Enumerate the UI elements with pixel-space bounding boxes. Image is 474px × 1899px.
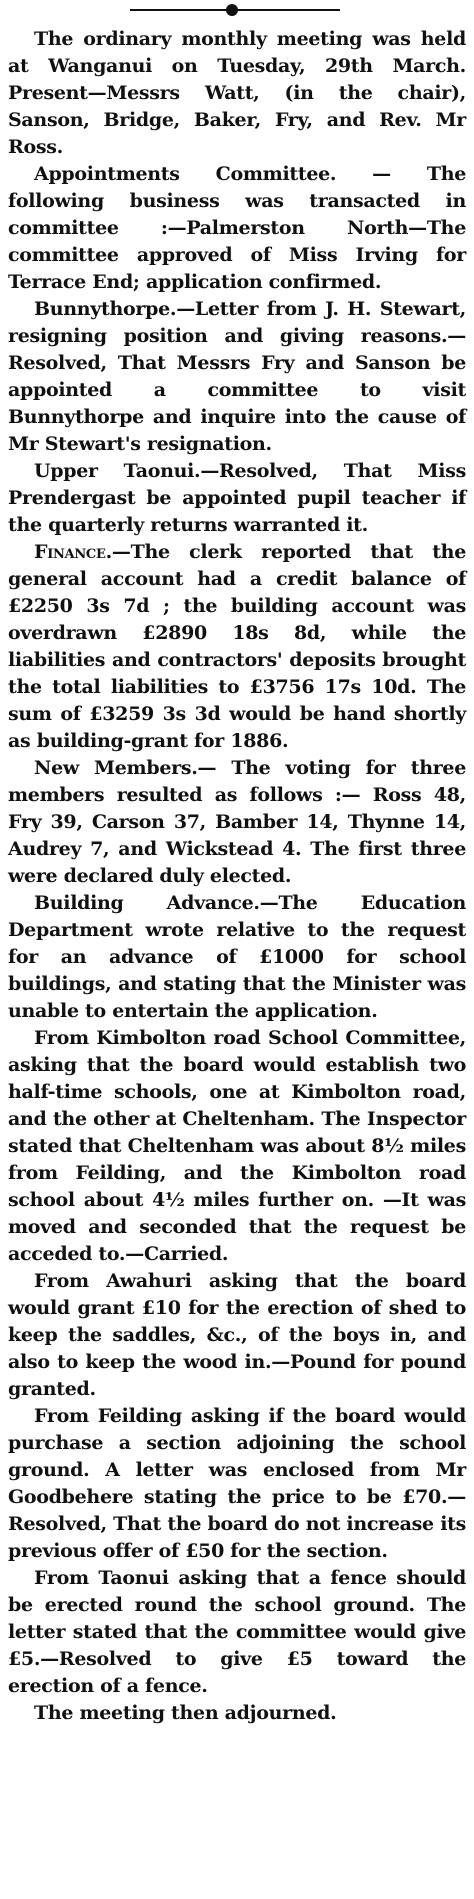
- paragraph-awahuri: [8, 1268, 466, 1403]
- paragraph-text: —The clerk reported that the general account had a credit balance of £2250 3s 7d ; the building account was overdrawn £2890 18s 8d, while the liabilities and contractors' deposits brought the total liabilities to £3756 17s 10d. The sum of £3259 3s 3d would be hand shortly as building-grant for 1886.: [8, 541, 466, 752]
- paragraph-text: The ordinary monthly meeting was held at Wanganui on Tuesday, 29th March. Present—Messrs Watt, (in the chair), Sanson, Bridge, Baker, Fry, and Rev. Mr Ross.: [8, 28, 466, 158]
- paragraph-text: From Kimbolton road School Committee, asking that the board would establish two half-time schools, one at Kimbolton road, and the other at Cheltenham. The Inspector stated that Cheltenham was about 8½ miles from Feilding, and the Kimbolton road school about 4½ miles further on. —It was moved and seconded that the request be acceded to.—Carried.: [8, 1027, 466, 1265]
- paragraph-adjourned: [8, 1700, 466, 1727]
- paragraph-text: Building Advance.—The Education Department wrote relative to the request for an advance of £1000 for school buildings, and stating that the Minister was unable to entertain the application.: [8, 892, 466, 1022]
- paragraph-appointments: [8, 161, 466, 296]
- paragraph-upper-taonui: [8, 458, 466, 539]
- paragraph-text: New Members.— The voting for three members resulted as follows :— Ross 48, Fry 39, Carson 37, Bamber 14, Thynne 14, Audrey 7, and Wickstead 4. The first three were declared duly elected.: [8, 757, 466, 887]
- paragraph-text: From Feilding asking if the board would purchase a section adjoining the school ground. A letter was enclosed from Mr Goodbehere stating the price to be £70.—Resolved, That the board do not increase its previous offer of £50 for the section.: [8, 1405, 466, 1562]
- paragraph-finance: [8, 539, 466, 755]
- paragraph-feilding: [8, 1403, 466, 1565]
- paragraph-new-members: [8, 755, 466, 890]
- paragraph-text: Bunnythorpe.—Letter from J. H. Stewart, resigning position and giving reasons.—Resolved, That Messrs Fry and Sanson be appointed a committee to visit Bunnythorpe and inquire into the cause of Mr Stewart's resignation.: [8, 298, 466, 455]
- paragraph-text: From Taonui asking that a fence should be erected round the school ground. The letter stated that the committee would give £5.—Resolved to give £5 toward the erection of a fence.: [8, 1567, 466, 1697]
- paragraph-building-advance: [8, 890, 466, 1025]
- paragraph-lead: Finance.: [34, 541, 112, 563]
- paragraph-kimbolton: [8, 1025, 466, 1268]
- paragraph-text: The meeting then adjourned.: [34, 1702, 337, 1724]
- paragraph-text: Appointments Committee. — The following business was transacted in committee :—Palmerston North—The committee approved of Miss Irving for Terrace End; application confirmed.: [8, 163, 466, 293]
- paragraph-text: Upper Taonui.—Resolved, That Miss Prendergast be appointed pupil teacher if the quarterly returns warranted it.: [8, 460, 466, 536]
- paragraph-text: From Awahuri asking that the board would grant £10 for the erection of shed to keep the saddles, &c., of the boys in, and also to keep the wood in.—Pound for pound granted.: [8, 1270, 466, 1400]
- paragraph-taonui: [8, 1565, 466, 1700]
- paragraph-meeting-opening: [8, 26, 466, 161]
- divider-ornament: [226, 4, 238, 16]
- paragraph-bunnythorpe: [8, 296, 466, 458]
